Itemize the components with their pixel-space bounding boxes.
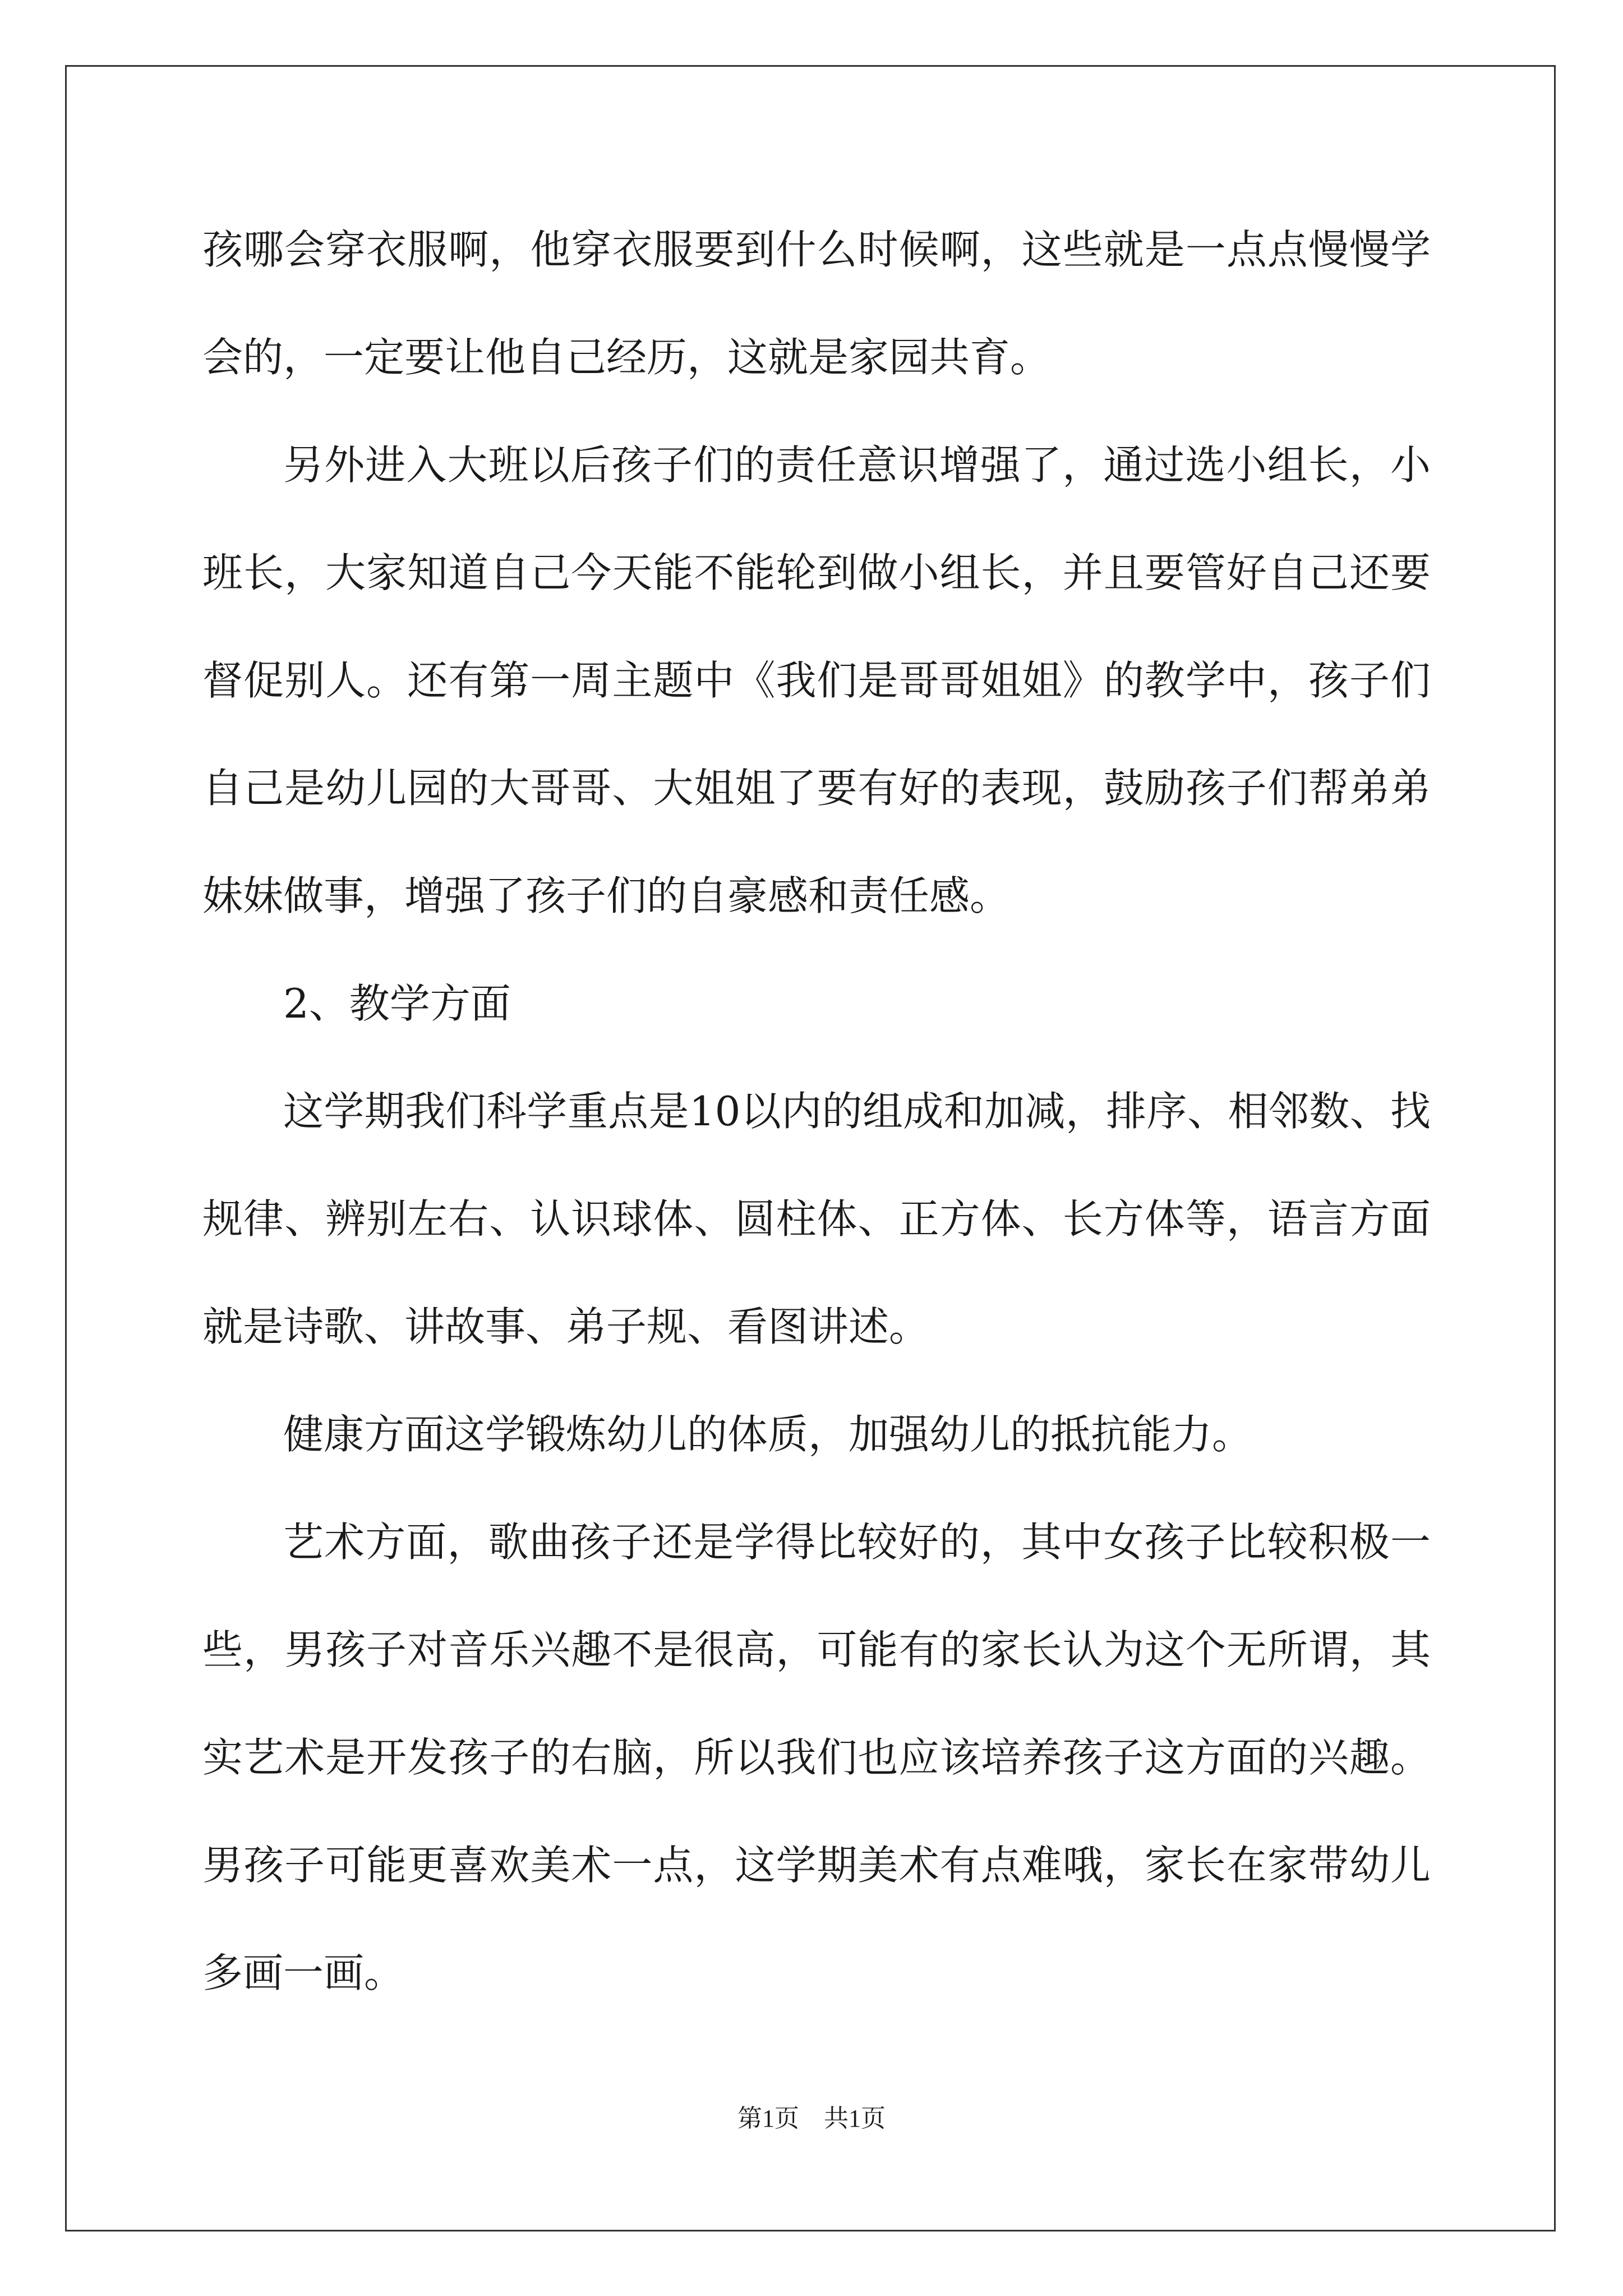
page-number-footer: 第1页 共1页 [737, 2105, 886, 2132]
paragraph: 另外进入大班以后孩子们的责任意识增强了，通过选小组长，小班长，大家知道自己今天能不能轮到做小组长，并且要管好自己还要督促别人。还有第一周主题中《我们是哥哥姐姐》的教学中，孩子们自己是幼儿园的大哥哥、大姐姐了要有好的表现，鼓励孩子们帮弟弟妹妹做事，增强了孩子们的自豪感和责任感。 [202, 441, 1431, 919]
paragraph: 艺术方面，歌曲孩子还是学得比较好的，其中女孩子比较积极一些，男孩子对音乐兴趣不是很高，可能有的家长认为这个无所谓，其实艺术是开发孩子的右脑，所以我们也应该培养孩子这方面的兴趣。男孩子可能更喜欢美术一点，这学期美术有点难哦，家长在家带幼儿多画一画。 [202, 1519, 1431, 1996]
paragraph: 这学期我们科学重点是10以内的组成和加减，排序、相邻数、找规律、辨别左右、认识球体、圆柱体、正方体、长方体等，语言方面就是诗歌、讲故事、弟子规、看图讲述。 [202, 1088, 1431, 1350]
paragraph: 健康方面这学锻炼幼儿的体质，加强幼儿的抵抗能力。 [283, 1411, 1253, 1458]
paragraph: 孩哪会穿衣服啊，他穿衣服要到什么时候啊，这些就是一点点慢慢学会的，一定要让他自己经历，这就是家园共育。 [202, 226, 1431, 381]
section-heading: 2、教学方面 [283, 980, 511, 1027]
document-body [202, 196, 1431, 2027]
